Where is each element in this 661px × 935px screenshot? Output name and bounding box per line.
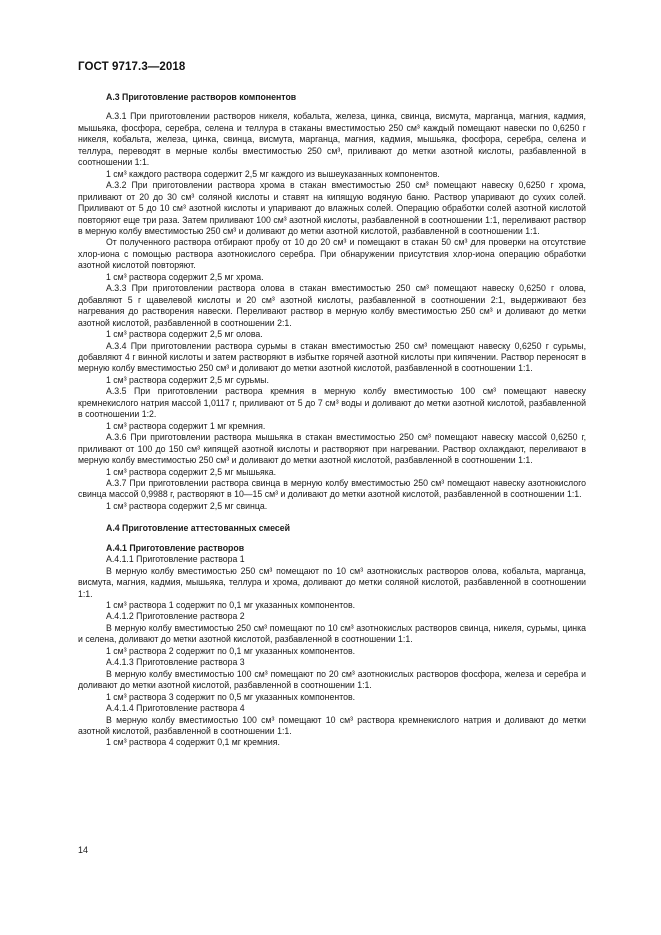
page-number: 14 [78, 845, 89, 855]
subsection-title-a4-1: А.4.1 Приготовление растворов [106, 542, 245, 553]
subsection-title-a4-1-2: А.4.1.2 Приготовление раствора 2 [106, 611, 245, 622]
paragraph-a3-7: А.3.7 При приготовлении раствора свинца в мерную колбу вместимостью 250 см³ помещают навеску азотнокислого свинца массой 0,9988 г, растворяют в 10—15 см³ и доливают до метки азотной кислотой, разбавленной в соотношении 1:1. [78, 477, 586, 500]
paragraph-a4-1-2: В мерную колбу вместимостью 250 см³ помещают по 10 см³ азотнокислых растворов свинца, никеля, сурьмы, цинка и селена, доливают до метки азотной кислотой, разбавленной в соотношении 1:1. [78, 622, 586, 645]
paragraph-a3-1: А.3.1 При приготовлении растворов никеля, кобальта, железа, цинка, свинца, висмута, марганца, магния, кадмия, мышьяка, фосфора, серебра, селена и теллура в стаканы вместимостью 250 см³ каждый помещают навески по 0,6250 г никеля, кобальта, железа, цинка, свинца, висмута, марганца, магния, кадмия, мышьяка, фосфора, серебра, селена и теллура, переводят в мерные колбы вместимостью 250 см³, приливают до метки азотной кислоты, разбавленной в соотношении 1:1. [78, 111, 586, 168]
paragraph-a3-2-check: От полученного раствора отбирают пробу от 10 до 20 см³ и помещают в стакан 50 см³ для проверки на отсутствие хлор-иона с помощью раствора азотнокислого серебра. При обнаружении присутствия хлор-иона операцию обработки азотной кислотой повторяют. [78, 237, 586, 271]
document-header: ГОСТ 9717.3—2018 [78, 61, 186, 73]
paragraph-a4-1-3: В мерную колбу вместимостью 100 см³ помещают по 20 см³ азотнокислых растворов фосфора, железа и серебра и доливают до метки азотной кислотой, разбавленной в соотношении 1:1. [78, 668, 586, 691]
paragraph-a3-1-note: 1 см³ каждого раствора содержит 2,5 мг каждого из вышеуказанных компонентов. [106, 168, 440, 179]
paragraph-a3-7-note: 1 см³ раствора содержит 2,5 мг свинца. [106, 500, 268, 511]
paragraph-a3-2-note: 1 см³ раствора содержит 2,5 мг хрома. [106, 271, 264, 282]
paragraph-a3-6: А.3.6 При приготовлении раствора мышьяка в стакан вместимостью 250 см³ помещают навеску массой 0,6250 г, приливают от 100 до 150 см³ кипящей азотной кислоты и растворяют при нагревании. Раствор охлаждают, переливают в мерную колбу вместимостью 250 см³ и доливают до метки азотной кислотой, разбавленной в соотношении 1:1. [78, 432, 586, 466]
paragraph-a3-3-note: 1 см³ раствора содержит 2,5 мг олова. [106, 329, 263, 340]
section-title-a3: А.3 Приготовление растворов компонентов [106, 92, 297, 102]
paragraph-a4-1-3-note: 1 см³ раствора 3 содержит по 0,5 мг указанных компонентов. [106, 691, 356, 702]
subsection-title-a4-1-1: А.4.1.1 Приготовление раствора 1 [106, 554, 245, 565]
paragraph-a3-3: А.3.3 При приготовлении раствора олова в стакан вместимостью 250 см³ помещают навеску 0,6250 г олова, добавляют 5 г щавелевой кислоты и 20 см³ азотной кислоты, разбавленной в соотношении 2:1, выдерживают без нагревания до растворения навески. Переливают раствор в мерную колбу вместимостью 250 см³ и доливают до метки азотной кислотой, разбавленной в соотношении 2:1. [78, 283, 586, 328]
paragraph-a3-5-note: 1 см³ раствора содержит 1 мг кремния. [106, 420, 266, 431]
paragraph-a3-6-note: 1 см³ раствора содержит 2,5 мг мышьяка. [106, 466, 277, 477]
paragraph-a4-1-4-note: 1 см³ раствора 4 содержит 0,1 мг кремния. [106, 737, 280, 748]
paragraph-a3-4-note: 1 см³ раствора содержит 2,5 мг сурьмы. [106, 374, 269, 385]
document-body [78, 92, 586, 749]
subsection-title-a4-1-4: А.4.1.4 Приготовление раствора 4 [106, 703, 245, 714]
paragraph-a4-1-2-note: 1 см³ раствора 2 содержит по 0,1 мг указанных компонентов. [106, 645, 356, 656]
paragraph-a3-5: А.3.5 При приготовлении раствора кремния в мерную колбу вместимостью 100 см³ помещают навеску кремнекислого натрия массой 1,0117 г, приливают от 5 до 7 см³ воды и доливают до метки азотной кислотой, разбавленной в соотношении 1:2. [78, 386, 586, 420]
paragraph-a3-4: А.3.4 При приготовлении раствора сурьмы в стакан вместимостью 250 см³ помещают навеску 0,6250 г сурьмы, добавляют 4 г винной кислоты и затем растворяют в избытке горячей азотной кислоты при кипячении. Раствор переносят в мерную колбу вместимостью 250 см³ и доливают до метки азотной кислотой, разбавленной в соотношении 1:1. [78, 340, 586, 374]
paragraph-a4-1-4: В мерную колбу вместимостью 100 см³ помещают 10 см³ раствора кремнекислого натрия и доливают до метки азотной кислотой, разбавленной в соотношении 1:1. [78, 714, 586, 737]
paragraph-a3-2: А.3.2 При приготовлении раствора хрома в стакан вместимостью 250 см³ помещают навеску 0,6250 г хрома, приливают от 20 до 30 см³ соляной кислоты и ставят на кипящую водяную баню. Раствор упаривают до сухих солей. Приливают от 5 до 10 см³ азотной кислоты и упаривают до влажных солей. Операцию обработки солей азотной кислотой повторяют еще три раза. Затем приливают 100 см³ азотной кислоты, разбавленной в соотношении 1:1, переливают раствор в мерную колбу вместимостью 250 см³ и доливают до метки азотной кислотой, разбавленной в соотношении 1:1. [78, 180, 586, 236]
subsection-title-a4-1-3: А.4.1.3 Приготовление раствора 3 [106, 657, 245, 668]
paragraph-a4-1-1: В мерную колбу вместимостью 250 см³ помещают по 10 см³ азотнокислых растворов олова, кобальта, марганца, висмута, магния, кадмия, мышьяка, теллура и хрома, доливают до метки соляной кислотой, разбавленной в соотношении 1:1. [78, 565, 586, 599]
section-title-a4: А.4 Приготовление аттестованных смесей [106, 523, 291, 534]
paragraph-a4-1-1-note: 1 см³ раствора 1 содержит по 0,1 мг указанных компонентов. [106, 600, 356, 611]
